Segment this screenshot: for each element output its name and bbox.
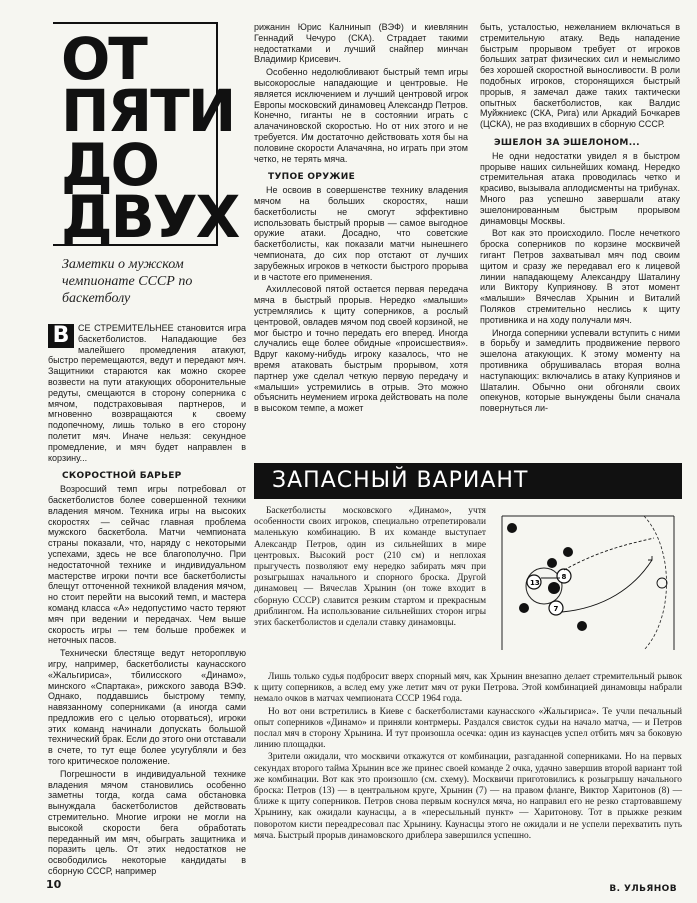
subhead-echelon: ЭШЕЛОН ЗА ЭШЕЛОНОМ... [494, 137, 640, 148]
paragraph: Особенно недолюбливают быстрый темп игры высокорослые нападающие и центровые. Не является исключением и лучший центровой игрок Европы московский динамовец Александр Петров. Конечно, гиганты не в состоянии играть с алачачиновской скоростью. Но от них этого и не требуется. Им достаточно действовать хотя бы на половине скорости Алачачяна, но играть при этом четко, не терять мяча. [254, 67, 468, 164]
left-column [48, 323, 246, 879]
paragraph: Но вот они встретились в Киеве с баскетболистами каунасского «Жальгириса». Те учли печальный опыт соперников «Динамо» и приняли контрмеры. Раздался свисток судьи на начало матча, — и Петров послал мяч в сторону Хрынина. И тут произошла осечка: один из каунасцев успел отбить мяч за боковую линию площадки. [254, 706, 682, 751]
paragraph: Лишь только судья подбросит вверх спорный мяч, как Хрынин внезапно делает стремительный рывок к щиту соперников, а вслед ему уже летит мяч от руки Петрова. Этой комбинацией динамовцы набрали немало очков в матчах чемпионата СССР 1964 года. [254, 672, 682, 705]
banner-title: ЗАПАСНЫЙ ВАРИАНТ [272, 468, 529, 493]
title-line-4: ДВУХ [61, 183, 239, 251]
paragraph: Баскетболисты московского «Динамо», учтя особенности своих игроков, специально отрепетировали маленькую комбинацию. В их команде выступает Александр Петров, один из сильнейших в мире центровых. Высокий рост (210 см) и неплохая прыгучесть позволяют ему нередко забирать мяч при розыгрышах начального и спорного броска. Другой динамовец — Вячеслав Хрынин (он тоже входит в сборную СССР) славится резким стартом и прекрасным дриблингом. На использование сильнейших сторон игры этих баскетболистов и сделали ставку динамовцы. [254, 506, 486, 629]
paragraph: Погрешности в индивидуальной технике владения мячом становились особенно заметны тогда, когда сама обстановка вынуждала баскетболистов действовать стремительно. Многие игроки не могли на высокой скорости бега обработать переданный им мяч, обыграть защитника и поразить цель. От этих недостатков не освободились некоторые кандидаты в сборную СССР, например [48, 768, 246, 877]
player-13-label: 13 [530, 579, 540, 587]
paragraph: рижанин Юрис Калнинып (ВЭФ) и киевлянин Геннадий Чечуро (СКА). Страдает такими недостатками и лучший снайпер минчан Владимир Крисевич. [254, 22, 468, 65]
paragraph: Не одни недостатки увидел я в быстром прорыве наших сильнейших команд. Нередко стремительная атака проводилась четко и красиво, вызывала аплодисменты на трибунах. Много раз успешно завершали атаку эшелонированным быстрым прорывом динамовцы Москвы. [480, 150, 680, 226]
player-8-label: 8 [561, 573, 567, 581]
intro-text: СЕ СТРЕМИТЕЛЬНЕЕ становится игра баскетболистов. Нападающие без малейшего промедления атакуют, быстро перемещаются, ведут и передают мяч. Защитники стараются как можно скорее возвести на пути атакующих оборонительные редуты, смещаются в сторону соперника с мячом, подстраховывая партнеров, и мгновенно возвращаются к своему подопечному, лишь только в его сторону полетит мяч. Иначе нельзя: секундное промедление, и мяч будет направлен в корзину... [48, 323, 246, 463]
dropcap: В [48, 324, 74, 348]
story-column [254, 506, 486, 629]
title-line-2: ПЯТИ [61, 77, 235, 145]
page-number: 10 [46, 878, 62, 891]
title-block [53, 22, 239, 251]
paragraph: Возросший темп игры потребовал от баскетболистов более совершенной техники владения мячом. Техника игры на высоких скоростях — сейчас главная проблема мужского баскетбола. Матчи чемпионата страны показали, что, наряду с некоторыми успехами, здесь не все благополучно. При недостаточной технике и индивидуальном мастерстве игроки почти все баскетболисты блещут отточенной техникой владения мячом, но стоит перейти на высокий темп, и мастера команд класса «А» недопустимо часто теряют мяч при ведении и передачах. Чем выше скорость игры — тем больше пробежек и неточных пасов. [48, 484, 246, 646]
story-wide [254, 672, 682, 843]
subhead-speed-barrier: СКОРОСТНОЙ БАРЬЕР [62, 471, 182, 482]
intro-paragraph [48, 323, 246, 463]
paragraph: Вот как это происходило. После нечеткого броска соперников по корзине москвичей гигант Петров захватывал мяч под своим щитом и сразу же передавал его к лицевой линии нападающему Александру Шаталину или Виктору Куприянову. В этот момент «малыши» Вячеслав Хрынин и Виталий Поляков стремительно неслись к щиту противника и на ходу получали мяч. [480, 228, 680, 325]
author-signature: В. УЛЬЯНОВ [609, 884, 677, 894]
title-line-3: ДО [61, 131, 158, 199]
section-banner [254, 463, 682, 499]
paragraph: Иногда соперники успевали вступить с ними в борьбу и замедлить продвижение первого эшелона атакующих. К этому моменту на противника обрушивалась вторая волна наступающих: включались в атаку Куприянов и Шаталин. Обычно они обгоняли своих опекунов, которые вынуждены были сначала повернуться ли- [480, 327, 680, 414]
right-column [480, 22, 680, 416]
title-line-1: ОТ [61, 25, 146, 93]
middle-column [254, 22, 468, 416]
paragraph: Не освоив в совершенстве технику владения мячом на больших скоростях, наши баскетболисты не смогут эффективно использовать быстрый прорыв — самое выгодное оружие атаки. Досадно, что советские баскетболисты, как показали матчи нынешнего чемпионата, до сих пор отстают от лучших зарубежных игроков в четкости быстрого прорыва и в частоте его применения. [254, 185, 468, 282]
paragraph: Технически блестяще ведут нетороплвую игру, например, баскетболисты каунасского «Жальгириса», тбилисского «Динамо», минского «Спартака», рижского завода ВЭФ. Однако, поддавшись быстрому темпу, навязанному соперниками (а иногда сами предложив его с целью оторваться), игроки этих команд начинали допускать большой технический брак. Если до этого они отставали в счете, то тут еще более усугубляли и без того критическое положение. [48, 648, 246, 767]
subhead-blunt-weapon: ТУПОЕ ОРУЖИЕ [268, 172, 356, 183]
player-7-label: 7 [553, 605, 559, 613]
paragraph: Ахиллесовой пятой остается первая передача мяча в быстрый прорыв. Нередко «малыши» устремлялись к щиту соперников, а рослый центровой, овладев мячом под своей корзиной, не мог быстро и точно передать его вперед. Иногда случались еще более обидные «происшествия». Вдруг какому-нибудь игроку казалось, что не время атаковать быстрым прорывом, хотя партнер уже сделал четкую первую передачу и «малыши» устремились в отрыв. Это можно объяснить неумением игрока действовать на поле в высоком темпе, а может [254, 284, 468, 414]
article-subtitle: Заметки о мужском чемпионате СССР по баскетболу [62, 257, 193, 306]
play-diagram [494, 508, 680, 658]
paragraph: быть, усталостью, нежеланием включаться в стремительную атаку. Ведь нападение быстрым прорывом требует от игроков больших затрат физических сил и немыслимо без хорошей скоростной выносливости. В роли подобных игроков, сторонящихся быстрый прорыв, я замечал даже таких тактически опытных баскетболистов, как Валдис Муйжниекс (СКА, Рига) или Аркадий Бочкарев (ЦСКА), не раз входивших в сборную СССР. [480, 22, 680, 130]
paragraph: Зрители ожидали, что москвичи откажутся от комбинации, разгаданной соперниками. Но на первых секундах второго тайма Хрынин все же принес своей команде 2 очка, удачно завершив второй вариант той же комбинации. Вот как это произошло (см. схему). Москвичи приготовились к розыгрышу начального броска: Петров (13) — в центральном круге, Хрынин (7) — на правом фланге, Виктор Харитонов (8) — ближе к щиту соперников. Петров снова первым коснулся мяча, но направил его не резко стартовавшему Хрынину, как ожидали каунасцы, а в «пересыльный пункт» — Харитонову. Тот в прыжке резким поворотом кисти переадресовал пас Хрынину. Каунасцы этого не ожидали и не успели перехватить путь мяча. Быстрый прорыв динамовского дриблера завершился успешно. [254, 752, 682, 841]
